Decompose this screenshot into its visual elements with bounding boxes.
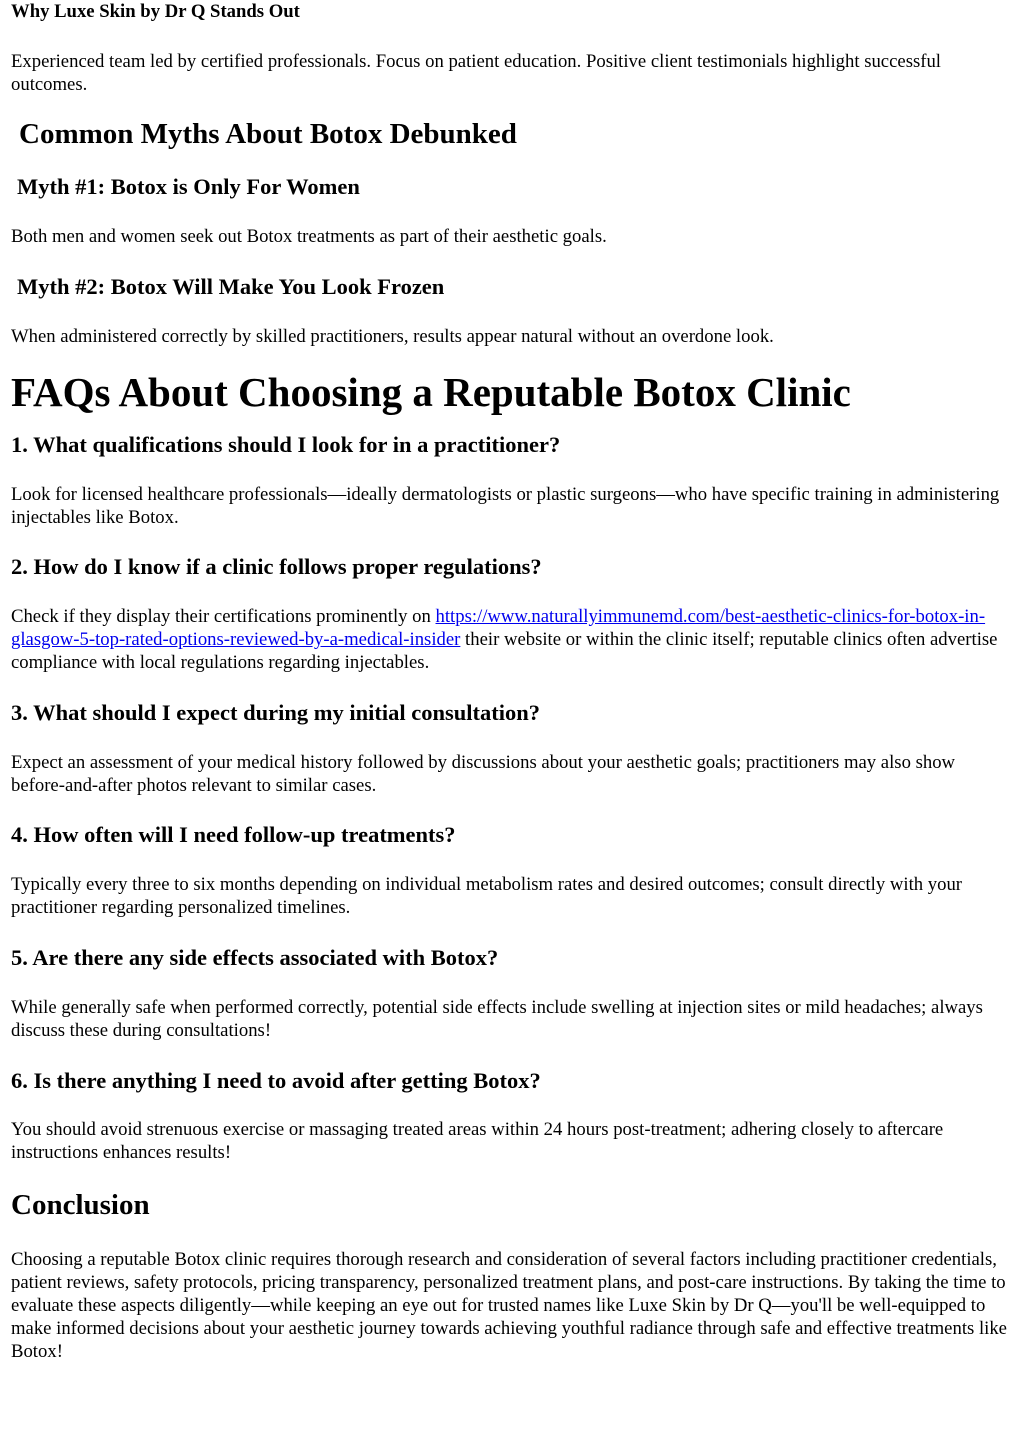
faq-4-question: 4. How often will I need follow-up treatments? (11, 822, 456, 847)
faq-2-answer (11, 605, 1013, 674)
clinic-link[interactable]: https://www.naturallyimmunemd.com/best-aesthetic-clinics-for-botox-in-glasgow-5-top-rated-options-reviewed-by-a-medical-insider (11, 606, 986, 650)
faqs-heading: FAQs About Choosing a Reputable Botox Clinic (11, 369, 851, 415)
faq-3-question: 3. What should I expect during my initial consultation? (11, 700, 541, 725)
why-body: Experienced team led by certified professionals. Focus on patient education. Positive client testimonials highlight successful outcomes. (11, 51, 941, 95)
faq-2-answer-after: their website or within the clinic itself; reputable clinics often advertise compliance with local regulations regarding injectables. (11, 629, 998, 673)
myth-2-title: Myth #2: Botox Will Make You Look Frozen (17, 274, 445, 299)
faq-4-answer: Typically every three to six months depending on individual metabolism rates and desired outcomes; consult directly with your practitioner regarding personalized timelines. (11, 874, 963, 918)
myth-1-body: Both men and women seek out Botox treatments as part of their aesthetic goals. (11, 226, 607, 247)
faq-5-question: 5. Are there any side effects associated with Botox? (11, 945, 499, 970)
faq-3-answer: Expect an assessment of your medical history followed by discussions about your aesthetic goals; practitioners may also show before-and-after photos relevant to similar cases. (11, 752, 956, 796)
faq-1-answer: Look for licensed healthcare professionals—ideally dermatologists or plastic surgeons—who have specific training in administering injectables like Botox. (11, 484, 1000, 528)
faq-2-question: 2. How do I know if a clinic follows proper regulations? (11, 554, 542, 579)
faq-1-question: 1. What qualifications should I look for in a practitioner? (11, 432, 561, 457)
faq-6-question: 6. Is there anything I need to avoid after getting Botox? (11, 1068, 541, 1093)
faq-6-answer: You should avoid strenuous exercise or massaging treated areas within 24 hours post-treatment; adhering closely to aftercare instructions enhances results! (11, 1119, 944, 1163)
conclusion-body: Choosing a reputable Botox clinic requires thorough research and consideration of several factors including practitioner credentials, patient reviews, safety protocols, pricing transparency, personalized treatment plans, and post-care instructions. By taking the time to evaluate these aspects diligently—while keeping an eye out for trusted names like Luxe Skin by Dr Q—you'll be well-equipped to make informed decisions about your aesthetic journey towards achieving youthful radiance through safe and effective treatments like Botox! (11, 1249, 1007, 1362)
myths-heading: Common Myths About Botox Debunked (19, 118, 517, 150)
why-heading: Why Luxe Skin by Dr Q Stands Out (11, 1, 300, 22)
faq-5-answer: While generally safe when performed correctly, potential side effects include swelling at injection sites or mild headaches; always discuss these during consultations! (11, 997, 983, 1041)
myth-2-body: When administered correctly by skilled practitioners, results appear natural without an overdone look. (11, 326, 774, 347)
myth-1-title: Myth #1: Botox is Only For Women (17, 174, 360, 199)
faq-2-answer-before: Check if they display their certifications prominently on (11, 606, 436, 627)
conclusion-heading: Conclusion (11, 1189, 150, 1221)
